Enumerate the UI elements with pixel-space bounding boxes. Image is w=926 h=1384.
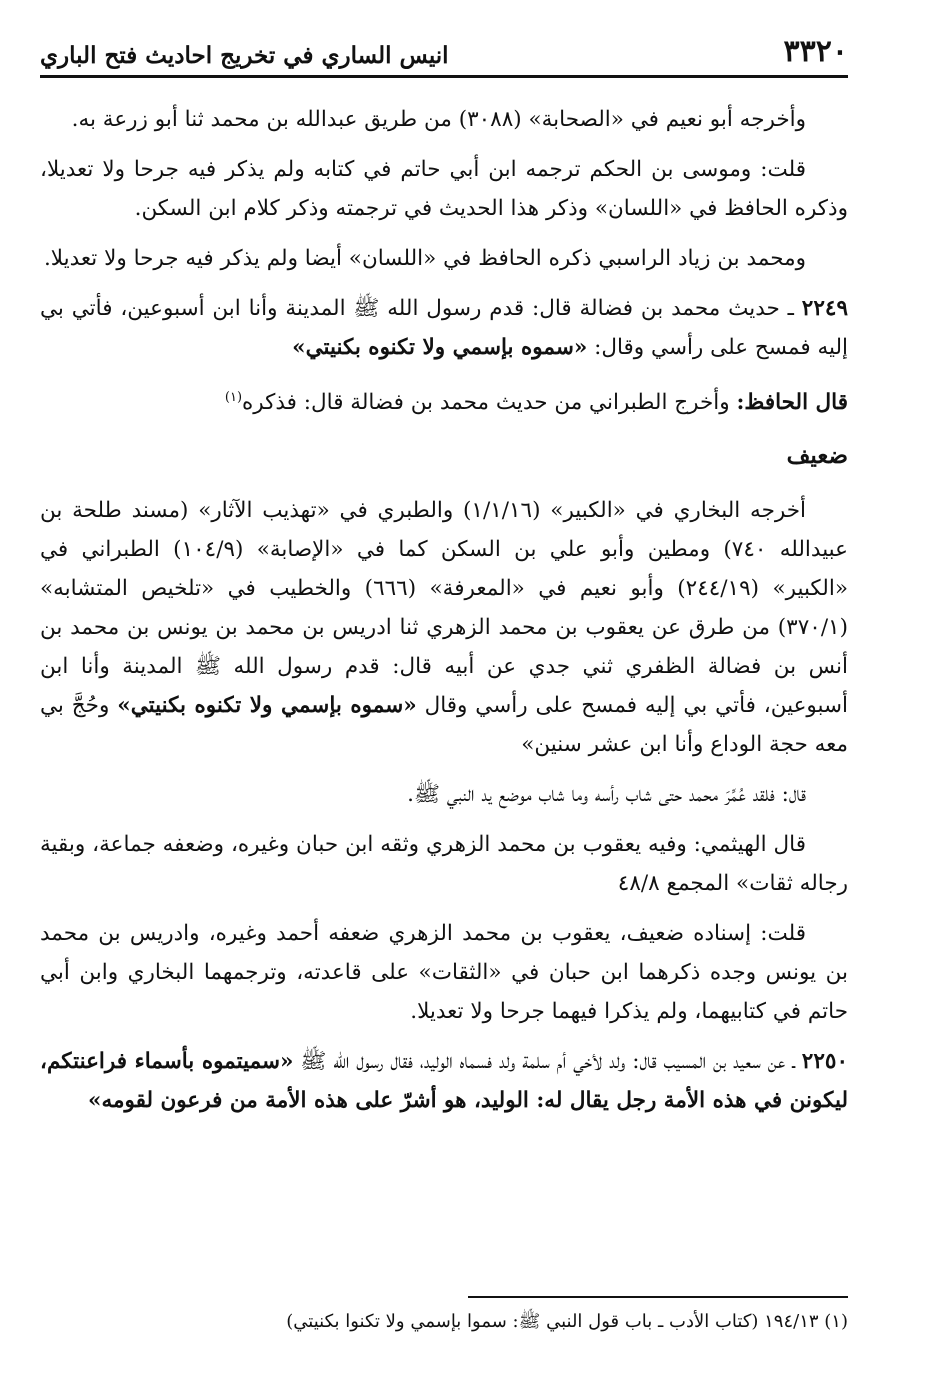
page-header: [40, 34, 848, 78]
paragraph-takhrij-abu-nuaym: وأخرجه أبو نعيم في «الصحابة» (٣٠٨٨) من طريق عبدالله بن محمد ثنا أبو زرعة به.: [71, 107, 806, 132]
hadith-quote: «سميتموه بأسماء فراعنتكم، ليكونن في هذه الأمة رجل يقال له: الوليد، هو أشرّ على هذه الأمة من فرعون لقومه»: [40, 1049, 848, 1114]
page-content: [40, 78, 848, 1120]
paragraph-umira-muhammad: قال: فلقد عُمِّرَ محمد حتى شاب رأسه وما شاب موضع يد النبي ﷺ.: [407, 782, 806, 808]
hadith-grade: ضعيف: [786, 442, 848, 470]
paragraph-musa-bin-hakam: قلت: وموسى بن الحكم ترجمه ابن أبي حاتم في كتابه ولم يذكر فيه جرحا ولا تعديلا، وذكره الحافظ في «اللسان» وذكر هذا الحديث في ترجمته وذكر كلام ابن السكن.: [40, 157, 848, 221]
hadith-text: ـ حديث محمد بن فضالة قال: قدم رسول الله ﷺ المدينة وأنا ابن أسبوعين، فأتي بي إليه فمسح على رأسي وقال:: [40, 296, 848, 360]
takhrij-tail: وحُجَّ بي معه حجة الوداع وأنا ابن عشر سنين»: [40, 693, 848, 758]
footnote: (١) ١٩٤/١٣ (كتاب الأدب ـ باب قول النبي ﷺ: سموا بإسمي ولا تكنوا بكنيتي): [286, 1311, 848, 1332]
paragraph-isnad-daif: قلت: إسناده ضعيف، يعقوب بن محمد الزهري ضعفه أحمد وغيره، وادريس بن محمد بن يونس وجده ذكرهما ابن حبان في «الثقات» على قاعدته، وترجمهما البخاري وابن أبي حاتم في كتابيهما، ولم يذكرا فيهما جرحا ولا تعديلا.: [40, 921, 848, 1025]
hadith-2250: [40, 1042, 848, 1120]
hafiz-label: قال الحافظ:: [736, 390, 848, 416]
takhrij-text: أخرجه البخاري في «الكبير» (١/١/١٦) والطبري في «تهذيب الآثار» (مسند طلحة بن عبيدالله ٧٤٠) ومطين وأبو علي بن السكن كما في «الإصابة» (١٠٤/٩) الطبراني في «الكبير» (٢٤٤/١٩) وأبو نعيم في «المعرفة» (٦٦٦) والخطيب في «تلخيص المتشابه» (٣٧٠/١) من طرق عن يعقوب بن محمد الزهري ثنا ادريس بن محمد بن يونس بن محمد بن أنس بن فضالة الظفري ثني جدي عن أبيه قال: قدم رسول الله ﷺ المدينة وأنا ابن أسبوعين، فأتي بي إليه فمسح على رأسي وقال: [40, 498, 849, 719]
footnote-divider: [468, 1296, 848, 1298]
hadith-quote: «سموه بإسمي ولا تكنوه بكنيتي»: [292, 335, 588, 360]
hadith-number: ٢٢٥٠: [801, 1049, 848, 1075]
hadith-2249: [40, 289, 848, 367]
page-number: ٣٣٢٠: [783, 34, 848, 69]
running-title: انيس الساري في تخريج احاديث فتح الباري: [40, 42, 449, 69]
hafiz-statement: [40, 378, 848, 422]
paragraph-takhrij-bukhari: [40, 491, 848, 764]
paragraph-muhammad-bin-ziyad: ومحمد بن زياد الراسبي ذكره الحافظ في «اللسان» أيضا ولم يذكر فيه جرحا ولا تعديلا.: [43, 246, 806, 271]
takhrij-quote: «سموه بإسمي ولا تكنوه بكنيتي»: [117, 693, 417, 719]
footnote-reference: (١): [224, 390, 243, 405]
paragraph-haythami: قال الهيثمي: وفيه يعقوب بن محمد الزهري وثقه ابن حبان وغيره، وضعفه جماعة، وبقية رجاله ثقات» المجمع ٤٨/٨: [40, 832, 848, 897]
hafiz-text: وأخرج الطبراني من حديث محمد بن فضالة قال: فذكره: [242, 390, 737, 416]
hadith-text: ـ عن سعيد بن المسيب قال: ولد لأخي أم سلمة ولد فسماه الوليد، فقال رسول الله ﷺ: [293, 1049, 802, 1075]
hadith-number: ٢٢٤٩: [801, 296, 848, 321]
